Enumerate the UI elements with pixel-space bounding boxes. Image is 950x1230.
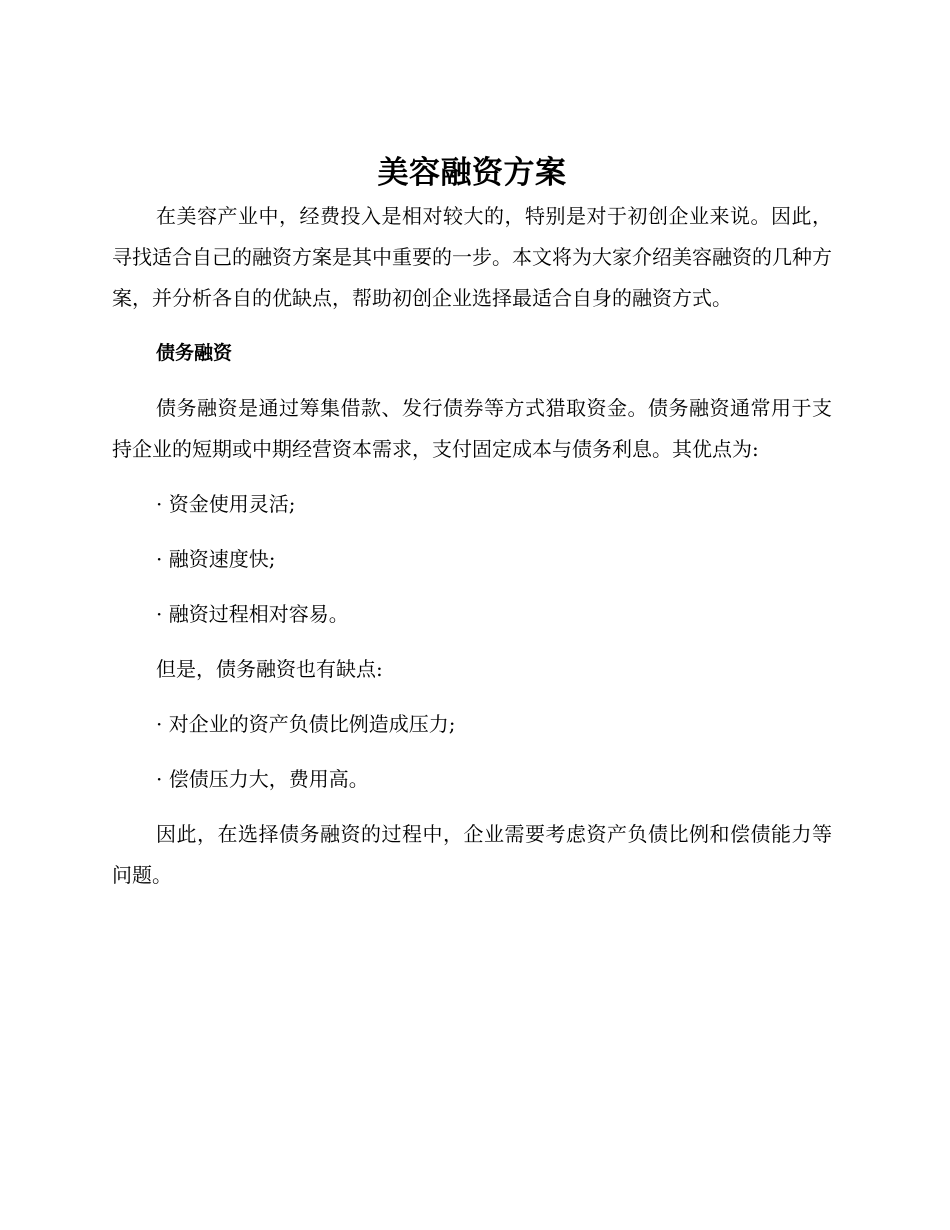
pros-item: · 融资过程相对容易。	[156, 602, 349, 626]
section-paragraph: 债务融资是通过筹集借款、发行债券等方式猎取资金。债务融资通常用于支持企业的短期或中期经营资本需求，支付固定成本与债务利息。其优点为:	[112, 396, 832, 461]
document-title: 美容融资方案	[377, 155, 567, 191]
pros-item: · 融资速度快;	[156, 547, 276, 571]
cons-item: · 对企业的资产负债比例造成压力;	[156, 712, 456, 736]
conclusion-paragraph: 因此，在选择债务融资的过程中，企业需要考虑资产负债比例和偿债能力等问题。	[112, 822, 832, 887]
cons-item: · 偿债压力大，费用高。	[156, 767, 369, 791]
section-heading: 债务融资	[156, 342, 233, 364]
pros-item: · 资金使用灵活;	[156, 492, 296, 516]
cons-intro: 但是，债务融资也有缺点:	[156, 657, 383, 681]
intro-paragraph: 在美容产业中，经费投入是相对较大的，特别是对于初创企业来说。因此，寻找适合自己的融资方案是其中重要的一步。本文将为大家介绍美容融资的几种方案，并分析各自的优缺点，帮助初创企业选择最适合自身的融资方式。	[112, 204, 832, 310]
document-page	[112, 150, 832, 910]
